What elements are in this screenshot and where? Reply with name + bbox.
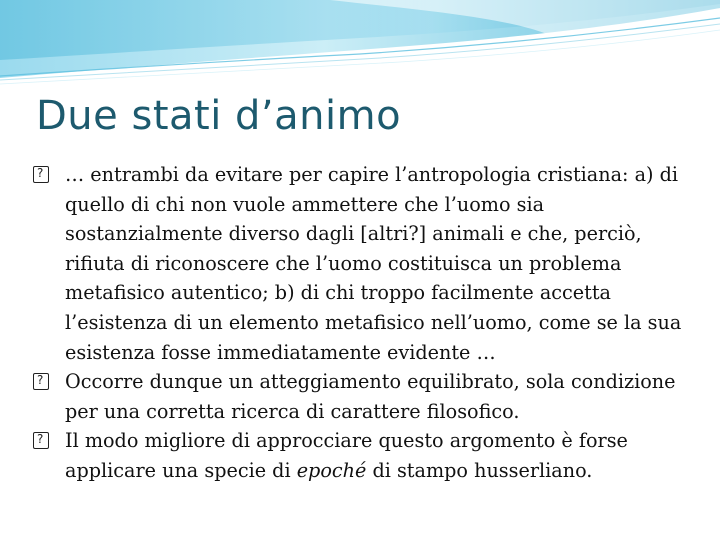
decorative-wave-header xyxy=(0,0,720,90)
bullet-text-part: di stampo husserliano. xyxy=(366,458,593,482)
slide-title: Due stati d’animo xyxy=(36,93,402,139)
missing-glyph-box-icon xyxy=(33,373,49,390)
bullet-item xyxy=(30,426,690,485)
missing-glyph-box-icon xyxy=(33,166,49,183)
bullet-text: Occorre dunque un atteggiamento equilibrato, sola condizione per una corretta ricerca di carattere filosofico. xyxy=(65,370,676,423)
bullet-text: … entrambi da evitare per capire l’antropologia cristiana: a) di quello di chi non vuole ammettere che l’uomo sia sostanzialmente diverso dagli [altri?] animali e che, perciò, rifiuta di riconoscere che l’uomo costituisca un problema metafisico autentico; b) di chi troppo facilmente accetta l’esistenza di un elemento metafisico nell’uomo, come se la sua esistenza fosse immediatamente evidente … xyxy=(65,163,682,364)
emphasized-term: epoché xyxy=(296,458,367,482)
bullet-text-part: Il modo migliore di approcciare questo argomento è forse applicare una specie di xyxy=(65,429,628,482)
bullet-item xyxy=(30,367,690,426)
bullet-list xyxy=(30,160,690,486)
bullet-text xyxy=(65,429,628,482)
missing-glyph-box-icon xyxy=(33,432,49,449)
bullet-item xyxy=(30,160,690,367)
